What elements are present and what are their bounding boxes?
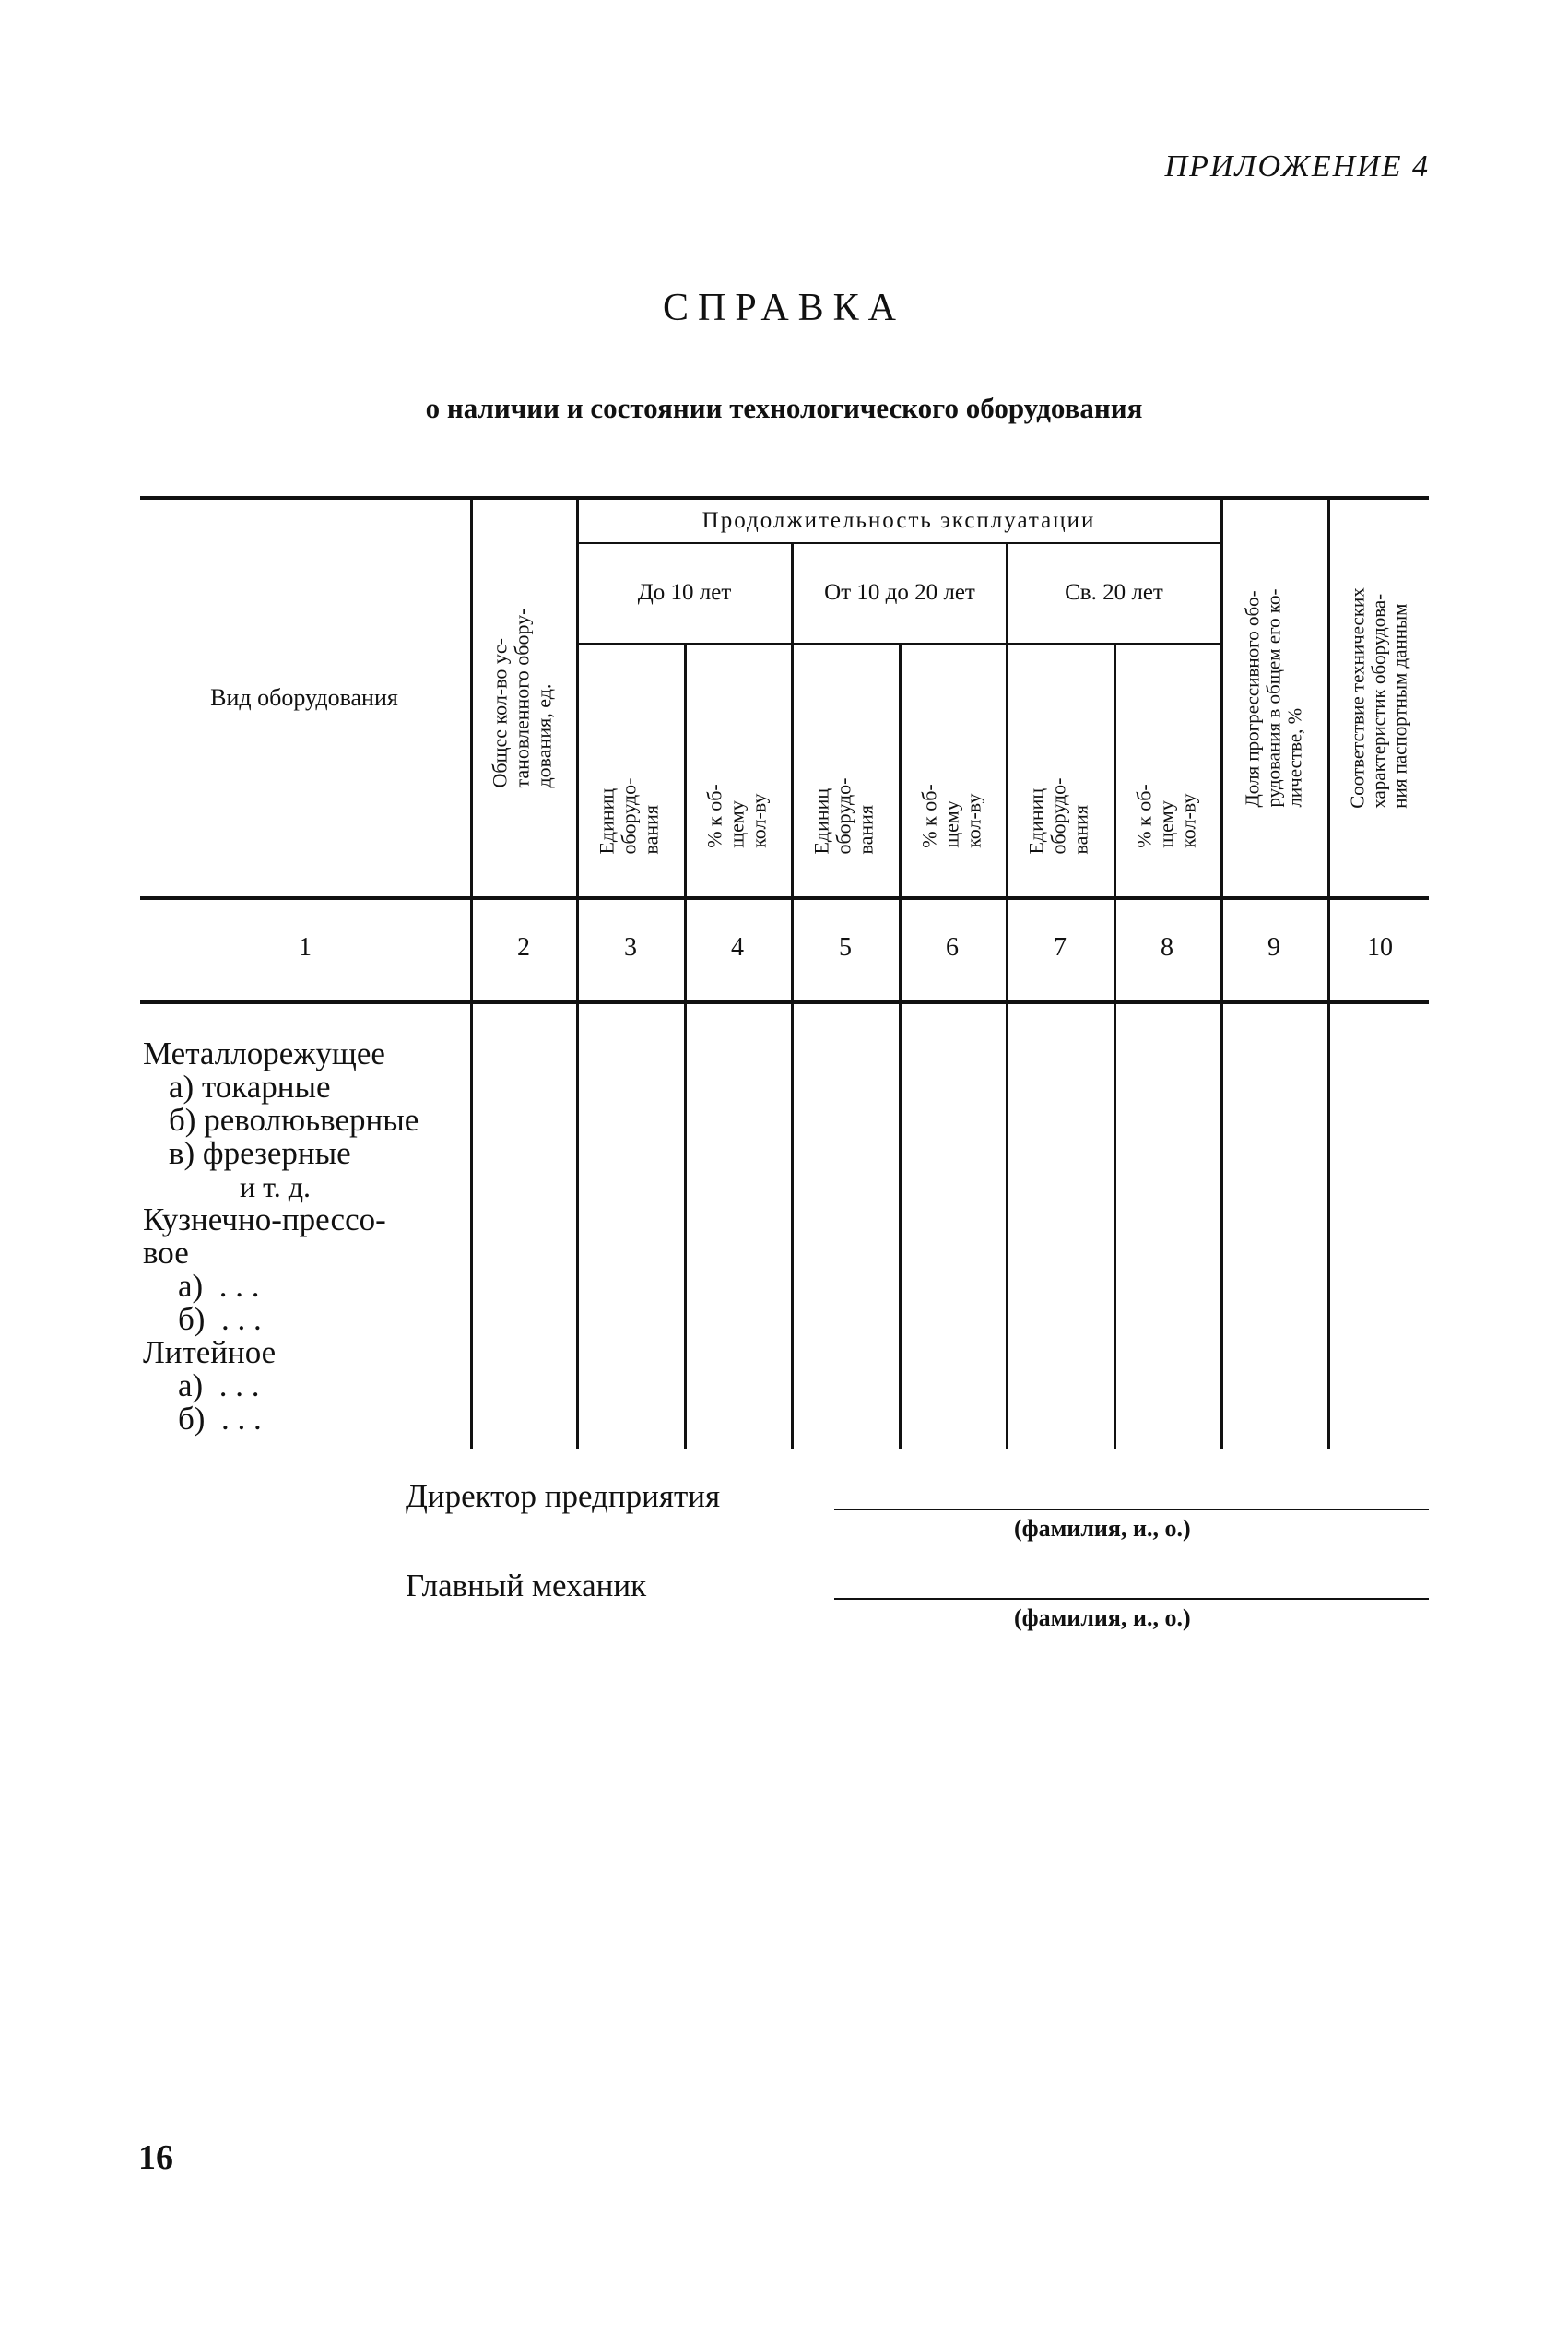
subheader-percent: % к об- щему кол-ву — [1132, 784, 1201, 848]
subheader-units: Единиц оборудо- вания — [595, 777, 664, 855]
subheader-percent: % к об- щему кол-ву — [702, 784, 772, 848]
list-item: вое — [143, 1235, 189, 1271]
col-divider — [470, 900, 473, 1449]
subheader-percent: % к об- щему кол-ву — [917, 784, 986, 848]
column-number: 9 — [1267, 933, 1280, 962]
col-divider — [899, 900, 902, 1449]
col-divider — [899, 645, 902, 896]
list-item: Кузнечно-прессо- — [143, 1201, 386, 1237]
col-divider — [576, 900, 579, 1449]
col-divider — [1006, 900, 1008, 1449]
document-title: СПРАВКА — [662, 287, 906, 329]
col-divider — [684, 900, 687, 1449]
document-subtitle: о наличии и состоянии технологического оборудования — [425, 392, 1143, 424]
list-item: Литейное — [143, 1334, 277, 1370]
signature-line-mechanic — [834, 1598, 1429, 1600]
signature-label-director: Директор предприятия — [406, 1478, 721, 1514]
col-divider — [1220, 900, 1223, 1449]
col-divider — [1220, 500, 1223, 896]
col-header-progressive-share: Доля прогрессивного обо- рудования в общем его ко- личестве, % — [1241, 588, 1306, 808]
column-number: 6 — [946, 933, 959, 962]
signature-line-director — [834, 1509, 1429, 1510]
appendix-label: ПРИЛОЖЕНИЕ 4 — [1164, 149, 1430, 183]
col-header-duration: Продолжительность эксплуатации — [701, 507, 1096, 533]
column-number: 7 — [1054, 933, 1067, 962]
col-divider — [470, 500, 473, 896]
signature-label-mechanic: Главный механик — [406, 1568, 647, 1603]
subheader-units: Единиц оборудо- вания — [1024, 777, 1093, 855]
header-bottom-rule — [140, 896, 1429, 900]
list-item: а) токарные — [169, 1069, 331, 1105]
numbers-bottom-rule — [140, 1000, 1429, 1004]
list-item: а) . . . — [178, 1268, 260, 1304]
column-number: 3 — [624, 933, 637, 962]
list-item: а) . . . — [178, 1367, 260, 1403]
signature-hint-mechanic: (фамилия, и., о.) — [1014, 1604, 1191, 1631]
group-header-up-to-10: До 10 лет — [637, 580, 732, 606]
column-number: 4 — [731, 933, 744, 962]
signature-hint-director: (фамилия, и., о.) — [1014, 1515, 1191, 1542]
col-divider — [1327, 900, 1330, 1449]
col-header-total-count: Общее кол-во ус- тановленного обору- дования, ед. — [488, 608, 557, 788]
column-number: 8 — [1161, 933, 1173, 962]
column-number: 1 — [299, 933, 312, 962]
column-number: 5 — [839, 933, 852, 962]
col-divider — [1114, 645, 1116, 896]
list-item: Металлорежущее — [143, 1035, 385, 1071]
group-header-10-to-20: От 10 до 20 лет — [824, 580, 975, 606]
col-divider — [1114, 900, 1116, 1449]
column-number: 10 — [1367, 933, 1393, 962]
list-item: б) . . . — [178, 1401, 262, 1437]
page-number: 16 — [138, 2138, 173, 2177]
list-item: б) революьверные — [169, 1102, 419, 1138]
list-item: и т. д. — [240, 1170, 311, 1203]
col-header-equipment-type: Вид оборудования — [210, 684, 398, 712]
col-header-passport-compliance: Соответствие технических характеристик оборудова- ния паспортным данным — [1346, 587, 1411, 809]
col-divider — [684, 645, 687, 896]
equipment-list — [143, 1037, 419, 1436]
col-divider — [1327, 500, 1330, 896]
column-number: 2 — [517, 933, 530, 962]
group-header-over-20: Св. 20 лет — [1065, 580, 1163, 606]
list-item: в) фрезерные — [169, 1135, 351, 1171]
subheader-units: Единиц оборудо- вания — [809, 777, 878, 855]
col-divider — [791, 900, 794, 1449]
list-item: б) . . . — [178, 1301, 262, 1337]
